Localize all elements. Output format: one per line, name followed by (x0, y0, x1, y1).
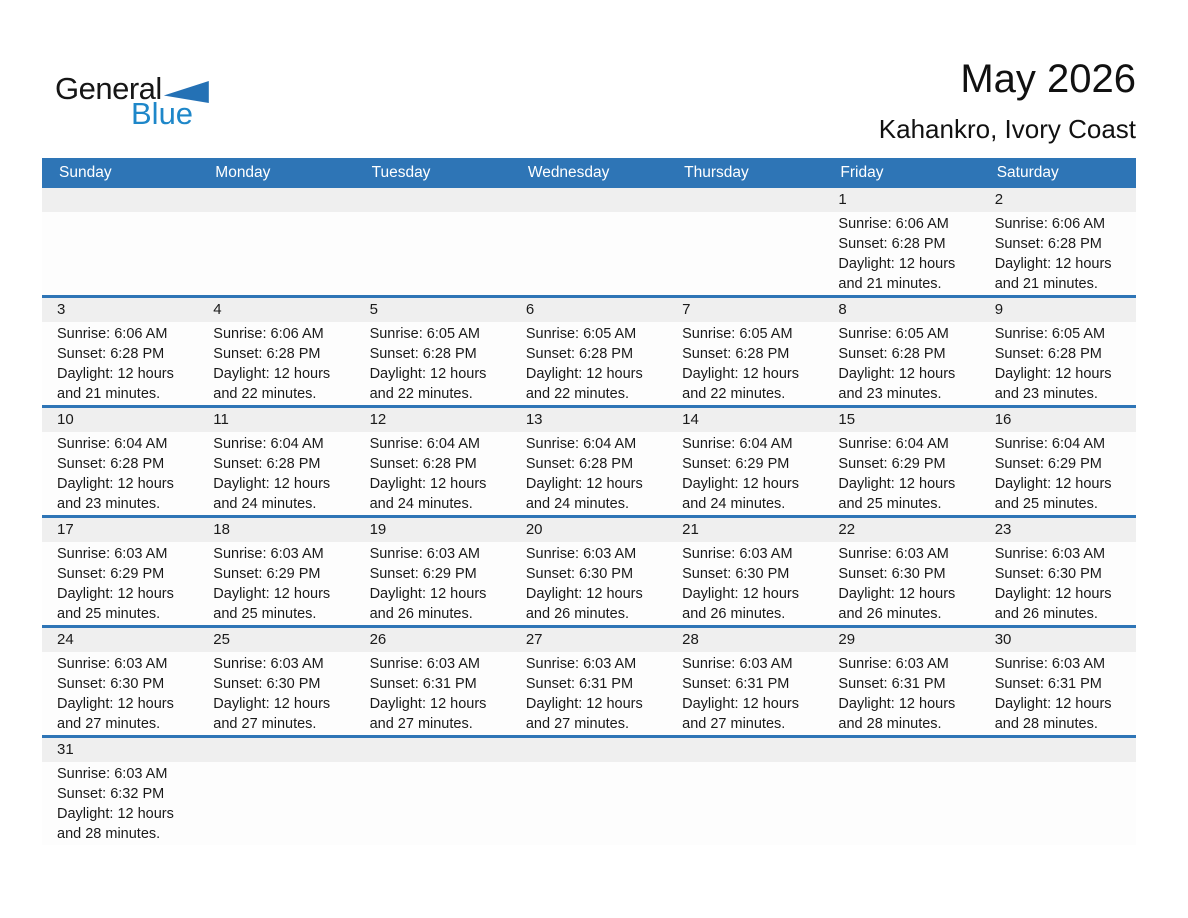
week-row (42, 188, 1136, 298)
empty-day-cell (823, 762, 979, 845)
day-content-band (42, 322, 1136, 405)
empty-date-cell (511, 188, 667, 212)
daylight-text: and 27 minutes. (682, 716, 786, 732)
daylight-text: Daylight: 12 hours (994, 366, 1112, 382)
empty-day-cell (667, 212, 823, 295)
empty-day-cell (511, 762, 667, 845)
sunset-text: Sunset: 6:28 PM (838, 236, 946, 252)
day-number: 19 (369, 521, 387, 538)
day-number: 9 (994, 301, 1004, 318)
daylight-text: and 25 minutes. (213, 606, 317, 622)
daylight-text: Daylight: 12 hours (838, 366, 956, 382)
daylight-text: and 22 minutes. (682, 386, 786, 402)
daylight-text: Daylight: 12 hours (838, 586, 956, 602)
day-cell (42, 762, 198, 845)
daylight-text: Daylight: 12 hours (994, 256, 1112, 272)
daylight-text: and 22 minutes. (525, 386, 630, 402)
day-cell (511, 432, 667, 515)
daylight-text: Daylight: 12 hours (369, 696, 487, 712)
day-number: 23 (994, 521, 1012, 538)
daylight-text: and 23 minutes. (994, 386, 1098, 402)
daylight-text: Daylight: 12 hours (213, 696, 331, 712)
daylight-text: Daylight: 12 hours (213, 586, 331, 602)
sunrise-text: Sunrise: 6:06 AM (838, 216, 949, 232)
sunrise-text: Sunrise: 6:03 AM (525, 546, 637, 562)
weekday-header-row (42, 158, 1136, 188)
daylight-text: and 24 minutes. (213, 496, 317, 512)
day-cell (667, 432, 823, 515)
sunset-text: Sunset: 6:29 PM (838, 456, 946, 472)
sunset-text: Sunset: 6:28 PM (369, 456, 477, 472)
day-cell (823, 432, 979, 515)
sunset-text: Sunset: 6:28 PM (369, 346, 477, 362)
day-number: 24 (57, 631, 74, 648)
sunset-text: Sunset: 6:28 PM (994, 346, 1102, 362)
day-number: 17 (57, 521, 74, 538)
logo-text-blue: Blue (131, 96, 194, 131)
daylight-text: and 21 minutes. (994, 276, 1098, 292)
sunrise-text: Sunrise: 6:04 AM (57, 436, 168, 452)
sunset-text: Sunset: 6:31 PM (838, 676, 946, 692)
sunrise-text: Sunrise: 6:05 AM (838, 326, 949, 342)
sunrise-text: Sunrise: 6:03 AM (57, 546, 168, 562)
day-content-band (42, 212, 1136, 295)
day-cell (198, 432, 354, 515)
daylight-text: Daylight: 12 hours (57, 476, 174, 492)
sunrise-text: Sunrise: 6:03 AM (213, 546, 324, 562)
daylight-text: and 24 minutes. (525, 496, 630, 512)
day-number: 8 (838, 301, 847, 318)
sunset-text: Sunset: 6:30 PM (525, 566, 634, 582)
sunrise-text: Sunrise: 6:04 AM (213, 436, 324, 452)
daylight-text: and 26 minutes. (682, 606, 786, 622)
date-number-band (42, 628, 1136, 652)
day-cell (42, 652, 198, 735)
sunset-text: Sunset: 6:29 PM (369, 566, 477, 582)
daylight-text: Daylight: 12 hours (682, 366, 799, 382)
sunrise-text: Sunrise: 6:05 AM (682, 326, 793, 342)
daylight-text: Daylight: 12 hours (57, 586, 174, 602)
daylight-text: Daylight: 12 hours (994, 586, 1112, 602)
sunrise-text: Sunrise: 6:03 AM (57, 656, 168, 672)
daylight-text: Daylight: 12 hours (838, 696, 956, 712)
day-number: 2 (994, 191, 1004, 208)
daylight-text: and 26 minutes. (525, 606, 630, 622)
day-cell (355, 652, 511, 735)
day-number: 4 (213, 301, 222, 318)
day-cell (355, 542, 511, 625)
day-content-band (42, 652, 1136, 735)
empty-date-cell (355, 188, 511, 212)
day-number: 30 (994, 631, 1012, 648)
day-number: 16 (994, 411, 1012, 428)
sunset-text: Sunset: 6:32 PM (57, 786, 165, 802)
week-row (42, 408, 1136, 518)
sunset-text: Sunset: 6:30 PM (994, 566, 1102, 582)
daylight-text: and 25 minutes. (57, 606, 161, 622)
day-number: 26 (369, 631, 387, 648)
day-number: 25 (213, 631, 230, 648)
week-row (42, 518, 1136, 628)
daylight-text: Daylight: 12 hours (213, 366, 331, 382)
day-cell (823, 652, 979, 735)
sunrise-text: Sunrise: 6:03 AM (682, 656, 793, 672)
daylight-text: Daylight: 12 hours (369, 366, 487, 382)
day-number: 15 (838, 411, 856, 428)
daylight-text: and 28 minutes. (57, 826, 161, 842)
daylight-text: and 22 minutes. (369, 386, 473, 402)
date-number-band (42, 518, 1136, 542)
daylight-text: and 27 minutes. (369, 716, 473, 732)
daylight-text: Daylight: 12 hours (369, 586, 487, 602)
weekday-header-friday: Friday (840, 164, 884, 181)
weeks-container (42, 188, 1136, 845)
day-cell (42, 322, 198, 405)
day-number: 1 (838, 191, 847, 208)
day-cell (980, 322, 1136, 405)
day-cell (667, 542, 823, 625)
day-number: 6 (525, 301, 535, 318)
day-cell (980, 542, 1136, 625)
daylight-text: and 27 minutes. (213, 716, 317, 732)
sunrise-text: Sunrise: 6:06 AM (994, 216, 1106, 232)
day-number: 10 (57, 411, 74, 428)
daylight-text: Daylight: 12 hours (994, 476, 1112, 492)
daylight-text: Daylight: 12 hours (525, 476, 643, 492)
day-number: 22 (838, 521, 856, 538)
daylight-text: Daylight: 12 hours (57, 366, 174, 382)
sunrise-text: Sunrise: 6:05 AM (525, 326, 637, 342)
day-cell (511, 542, 667, 625)
daylight-text: and 26 minutes. (369, 606, 473, 622)
sunrise-text: Sunrise: 6:03 AM (682, 546, 793, 562)
sunset-text: Sunset: 6:31 PM (369, 676, 477, 692)
day-content-band (42, 762, 1136, 845)
empty-day-cell (511, 212, 667, 295)
logo (55, 71, 209, 131)
sunset-text: Sunset: 6:28 PM (213, 346, 321, 362)
daylight-text: and 23 minutes. (57, 496, 161, 512)
daylight-text: Daylight: 12 hours (57, 806, 174, 822)
sunrise-text: Sunrise: 6:04 AM (994, 436, 1106, 452)
day-cell (198, 652, 354, 735)
daylight-text: and 25 minutes. (994, 496, 1098, 512)
daylight-text: and 24 minutes. (369, 496, 473, 512)
empty-date-cell (198, 188, 354, 212)
sunset-text: Sunset: 6:30 PM (682, 566, 790, 582)
sunset-text: Sunset: 6:31 PM (994, 676, 1102, 692)
empty-day-cell (198, 212, 354, 295)
empty-day-cell (42, 212, 198, 295)
sunrise-text: Sunrise: 6:05 AM (994, 326, 1106, 342)
sunrise-text: Sunrise: 6:03 AM (838, 546, 949, 562)
sunset-text: Sunset: 6:28 PM (213, 456, 321, 472)
sunrise-text: Sunrise: 6:03 AM (838, 656, 949, 672)
date-number-band (42, 408, 1136, 432)
daylight-text: Daylight: 12 hours (369, 476, 487, 492)
daylight-text: Daylight: 12 hours (838, 256, 956, 272)
weekday-header-thursday: Thursday (684, 164, 749, 181)
day-cell (511, 322, 667, 405)
daylight-text: Daylight: 12 hours (682, 586, 799, 602)
day-number: 20 (525, 521, 543, 538)
day-number: 3 (57, 301, 66, 318)
sunrise-text: Sunrise: 6:03 AM (994, 546, 1106, 562)
daylight-text: Daylight: 12 hours (525, 586, 643, 602)
empty-date-cell (511, 738, 667, 762)
day-number: 11 (213, 411, 229, 428)
sunrise-text: Sunrise: 6:06 AM (57, 326, 168, 342)
day-cell (823, 542, 979, 625)
daylight-text: Daylight: 12 hours (682, 476, 799, 492)
empty-date-cell (667, 738, 823, 762)
daylight-text: Daylight: 12 hours (525, 366, 643, 382)
sunrise-text: Sunrise: 6:06 AM (213, 326, 324, 342)
sunset-text: Sunset: 6:28 PM (525, 456, 634, 472)
daylight-text: Daylight: 12 hours (994, 696, 1112, 712)
day-number: 27 (525, 631, 543, 648)
logo-text-general: General (55, 71, 162, 106)
daylight-text: and 24 minutes. (682, 496, 786, 512)
week-row (42, 738, 1136, 845)
empty-date-cell (355, 738, 511, 762)
sunrise-text: Sunrise: 6:03 AM (369, 546, 480, 562)
day-cell (980, 652, 1136, 735)
day-number: 21 (682, 521, 699, 538)
sunset-text: Sunset: 6:31 PM (682, 676, 790, 692)
day-number: 12 (369, 411, 387, 428)
sunrise-text: Sunrise: 6:03 AM (213, 656, 324, 672)
sunset-text: Sunset: 6:28 PM (57, 346, 165, 362)
day-cell (667, 322, 823, 405)
sunrise-text: Sunrise: 6:03 AM (57, 766, 168, 782)
sunset-text: Sunset: 6:28 PM (525, 346, 634, 362)
daylight-text: Daylight: 12 hours (57, 696, 174, 712)
daylight-text: and 21 minutes. (57, 386, 161, 402)
daylight-text: and 22 minutes. (213, 386, 317, 402)
empty-day-cell (980, 762, 1136, 845)
empty-date-cell (198, 738, 354, 762)
day-cell (823, 212, 979, 295)
day-number: 14 (682, 411, 699, 428)
day-cell (511, 652, 667, 735)
empty-day-cell (355, 212, 511, 295)
sunrise-text: Sunrise: 6:03 AM (994, 656, 1106, 672)
sunset-text: Sunset: 6:29 PM (57, 566, 165, 582)
title-block (879, 56, 1136, 144)
daylight-text: and 27 minutes. (525, 716, 630, 732)
sunset-text: Sunset: 6:30 PM (57, 676, 165, 692)
daylight-text: Daylight: 12 hours (682, 696, 799, 712)
sunset-text: Sunset: 6:29 PM (994, 456, 1102, 472)
day-cell (42, 542, 198, 625)
daylight-text: Daylight: 12 hours (213, 476, 331, 492)
empty-day-cell (667, 762, 823, 845)
daylight-text: Daylight: 12 hours (525, 696, 643, 712)
daylight-text: Daylight: 12 hours (838, 476, 956, 492)
day-number: 29 (838, 631, 856, 648)
daylight-text: and 23 minutes. (838, 386, 942, 402)
day-content-band (42, 432, 1136, 515)
sunset-text: Sunset: 6:28 PM (57, 456, 165, 472)
empty-day-cell (355, 762, 511, 845)
day-number: 31 (57, 741, 74, 758)
sunrise-text: Sunrise: 6:05 AM (369, 326, 480, 342)
day-content-band (42, 542, 1136, 625)
sunrise-text: Sunrise: 6:03 AM (525, 656, 637, 672)
weekday-header-tuesday: Tuesday (371, 164, 431, 181)
sunrise-text: Sunrise: 6:04 AM (369, 436, 480, 452)
sunset-text: Sunset: 6:28 PM (682, 346, 790, 362)
daylight-text: and 21 minutes. (838, 276, 942, 292)
sunset-text: Sunset: 6:31 PM (525, 676, 634, 692)
day-cell (198, 322, 354, 405)
sunset-text: Sunset: 6:28 PM (994, 236, 1102, 252)
day-cell (667, 652, 823, 735)
sunset-text: Sunset: 6:29 PM (682, 456, 790, 472)
calendar-table (42, 158, 1136, 845)
daylight-text: and 27 minutes. (57, 716, 161, 732)
day-cell (355, 322, 511, 405)
weekday-header-saturday: Saturday (996, 164, 1059, 181)
sunset-text: Sunset: 6:30 PM (213, 676, 321, 692)
sunrise-text: Sunrise: 6:04 AM (682, 436, 793, 452)
sunrise-text: Sunrise: 6:03 AM (369, 656, 480, 672)
empty-date-cell (980, 738, 1136, 762)
daylight-text: and 26 minutes. (994, 606, 1098, 622)
page-subtitle: Kahankro, Ivory Coast (878, 114, 1136, 144)
day-number: 13 (525, 411, 543, 428)
date-number-band (42, 738, 1136, 762)
day-cell (355, 432, 511, 515)
day-cell (823, 322, 979, 405)
empty-date-cell (667, 188, 823, 212)
sunrise-text: Sunrise: 6:04 AM (525, 436, 637, 452)
day-number: 28 (682, 631, 699, 648)
date-number-band (42, 298, 1136, 322)
sunset-text: Sunset: 6:28 PM (838, 346, 946, 362)
page-title: May 2026 (960, 57, 1136, 101)
day-number: 7 (682, 301, 691, 318)
empty-day-cell (198, 762, 354, 845)
daylight-text: and 26 minutes. (838, 606, 942, 622)
empty-date-cell (823, 738, 979, 762)
day-number: 5 (369, 301, 378, 318)
weekday-header-wednesday: Wednesday (527, 164, 610, 181)
sunset-text: Sunset: 6:30 PM (838, 566, 946, 582)
weekday-header-sunday: Sunday (59, 164, 112, 181)
date-number-band (42, 188, 1136, 212)
weekday-header-monday: Monday (215, 164, 271, 181)
day-cell (198, 542, 354, 625)
empty-date-cell (42, 188, 198, 212)
day-number: 18 (213, 521, 230, 538)
daylight-text: and 25 minutes. (838, 496, 942, 512)
day-cell (980, 212, 1136, 295)
day-cell (980, 432, 1136, 515)
daylight-text: and 28 minutes. (838, 716, 942, 732)
sunset-text: Sunset: 6:29 PM (213, 566, 321, 582)
week-row (42, 628, 1136, 738)
week-row (42, 298, 1136, 408)
daylight-text: and 28 minutes. (994, 716, 1098, 732)
sunrise-text: Sunrise: 6:04 AM (838, 436, 949, 452)
day-cell (42, 432, 198, 515)
